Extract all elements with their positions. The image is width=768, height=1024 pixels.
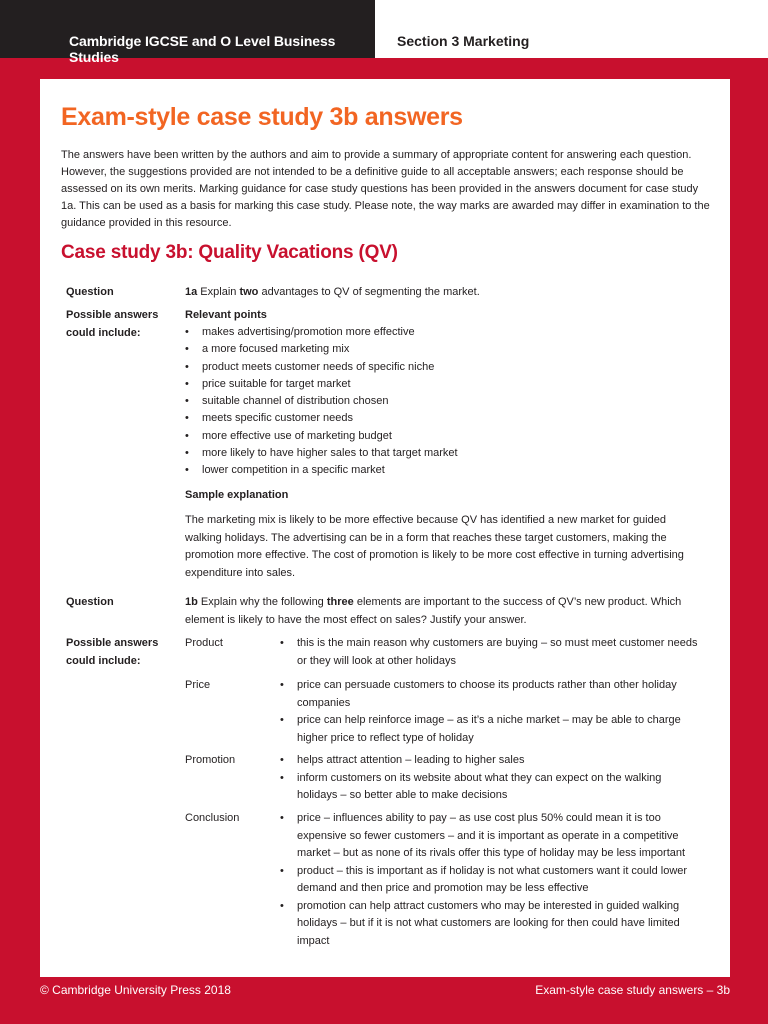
intro-paragraph: The answers have been written by the authors and aim to provide a summary of appropriate content for answering each question. However, the suggestions provided are not intended to be a definitive guide to all acceptable answers; each response should be assessed on its own merits. Marking guidance for case study questions has been provided in the answers document for case study 1a. This can be used as a basis for marking this case study. Please note, the way marks are awarded may differ in examination to the guidance provided in this resource. [61,149,710,229]
question-1a-pre: Explain [197,286,240,298]
element-points-promotion [280,752,700,805]
sample-explanation-text: The marketing mix is likely to be more effective because QV has identified a new market for guided walking holidays. The advertising can be in a form that reaches these target customers, making the promotion more effective. The cost of promotion is likely to be more cost effective in turning advertising expenditure into sales. [185,514,684,579]
question-1a-post: advantages to QV of segmenting the market. [258,286,480,298]
relevant-point-item: • suitable channel of distribution chosen [185,393,458,410]
possible-answers-label-1b [66,635,158,670]
relevant-point-item: • more likely to have higher sales to that target market [185,445,458,462]
relevant-points-heading: Relevant points [185,309,267,321]
question-1b-post: elements are important to the success of QV’s new product. Which element is likely to have the most effect on sales? Justify your answer. [185,596,682,626]
possible-answers-line2: could include: [66,326,141,339]
relevant-point-item: • a more focused marketing mix [185,341,458,358]
element-point-item: • inform customers on its website about what they can expect on the walking holidays – so better able to make decisions [280,770,700,805]
element-point-item: • price can help reinforce image – as it’s a niche market – may be able to charge higher price to reflect type of holiday [280,712,700,747]
element-point-item: • price can persuade customers to choose its products rather than other holiday companies [280,677,700,712]
question-label-1b: Question [66,596,114,608]
possible-answers-label-1a [66,307,158,342]
question-1a-text [185,284,705,302]
book-title: Cambridge IGCSE and O Level Business Studies [69,33,336,65]
element-point-item: • promotion can help attract customers who may be interested in guided walking holidays – but if it is not what customers are looking for then could have limited impact [280,898,700,951]
relevant-point-item: • product meets customer needs of specific niche [185,359,458,376]
page-title: Exam-style case study 3b answers [61,103,463,131]
element-points-price [280,677,700,747]
element-point-item: • product – this is important as if holiday is not what customers want it could lower demand and then price and promotion may be less effective [280,863,700,898]
relevant-point-item: • price suitable for target market [185,376,458,393]
element-point-item: • this is the main reason why customers are buying – so must meet customer needs or they will look at other holidays [280,635,700,670]
relevant-points-list [185,324,458,480]
footer-copyright: © Cambridge University Press 2018 [40,983,231,997]
question-1b-bold: three [326,596,354,608]
question-1a-number: 1a [185,286,198,298]
element-label-product: Product [185,637,223,649]
element-points-product [280,635,700,670]
question-1a-bold: two [239,286,259,298]
possible-answers-line2: could include: [66,654,141,667]
case-study-title: Case study 3b: Quality Vacations (QV) [61,242,398,263]
relevant-point-item: • lower competition in a specific market [185,462,458,479]
question-label-1a: Question [66,286,114,298]
element-point-item: • helps attract attention – leading to higher sales [280,752,700,770]
question-1b-number: 1b [185,596,198,608]
sample-explanation-heading: Sample explanation [185,489,289,501]
relevant-point-item: • meets specific customer needs [185,410,458,427]
question-1b-pre: Explain why the following [197,596,327,608]
element-points-conclusion [280,810,700,950]
relevant-point-item: • makes advertising/promotion more effective [185,324,458,341]
header-right-band [375,0,768,58]
element-label-promotion: Promotion [185,754,236,766]
content-card [40,79,730,977]
element-point-item: • price – influences ability to pay – as use cost plus 50% could mean it is too expensive so fewer customers – and it is important as operate in a competitive market – but as none of its rivals offer this type of holiday may be less important [280,810,700,863]
possible-answers-line1: Possible answers [66,309,159,321]
element-label-conclusion: Conclusion [185,812,240,824]
footer-doc-title: Exam-style case study answers – 3b [535,983,730,997]
relevant-point-item: • more effective use of marketing budget [185,428,458,445]
element-label-price: Price [185,679,211,691]
possible-answers-line1: Possible answers [66,637,159,649]
question-1b-text [185,594,705,629]
section-title: Section 3 Marketing [397,33,530,49]
header-left-band [0,0,375,65]
